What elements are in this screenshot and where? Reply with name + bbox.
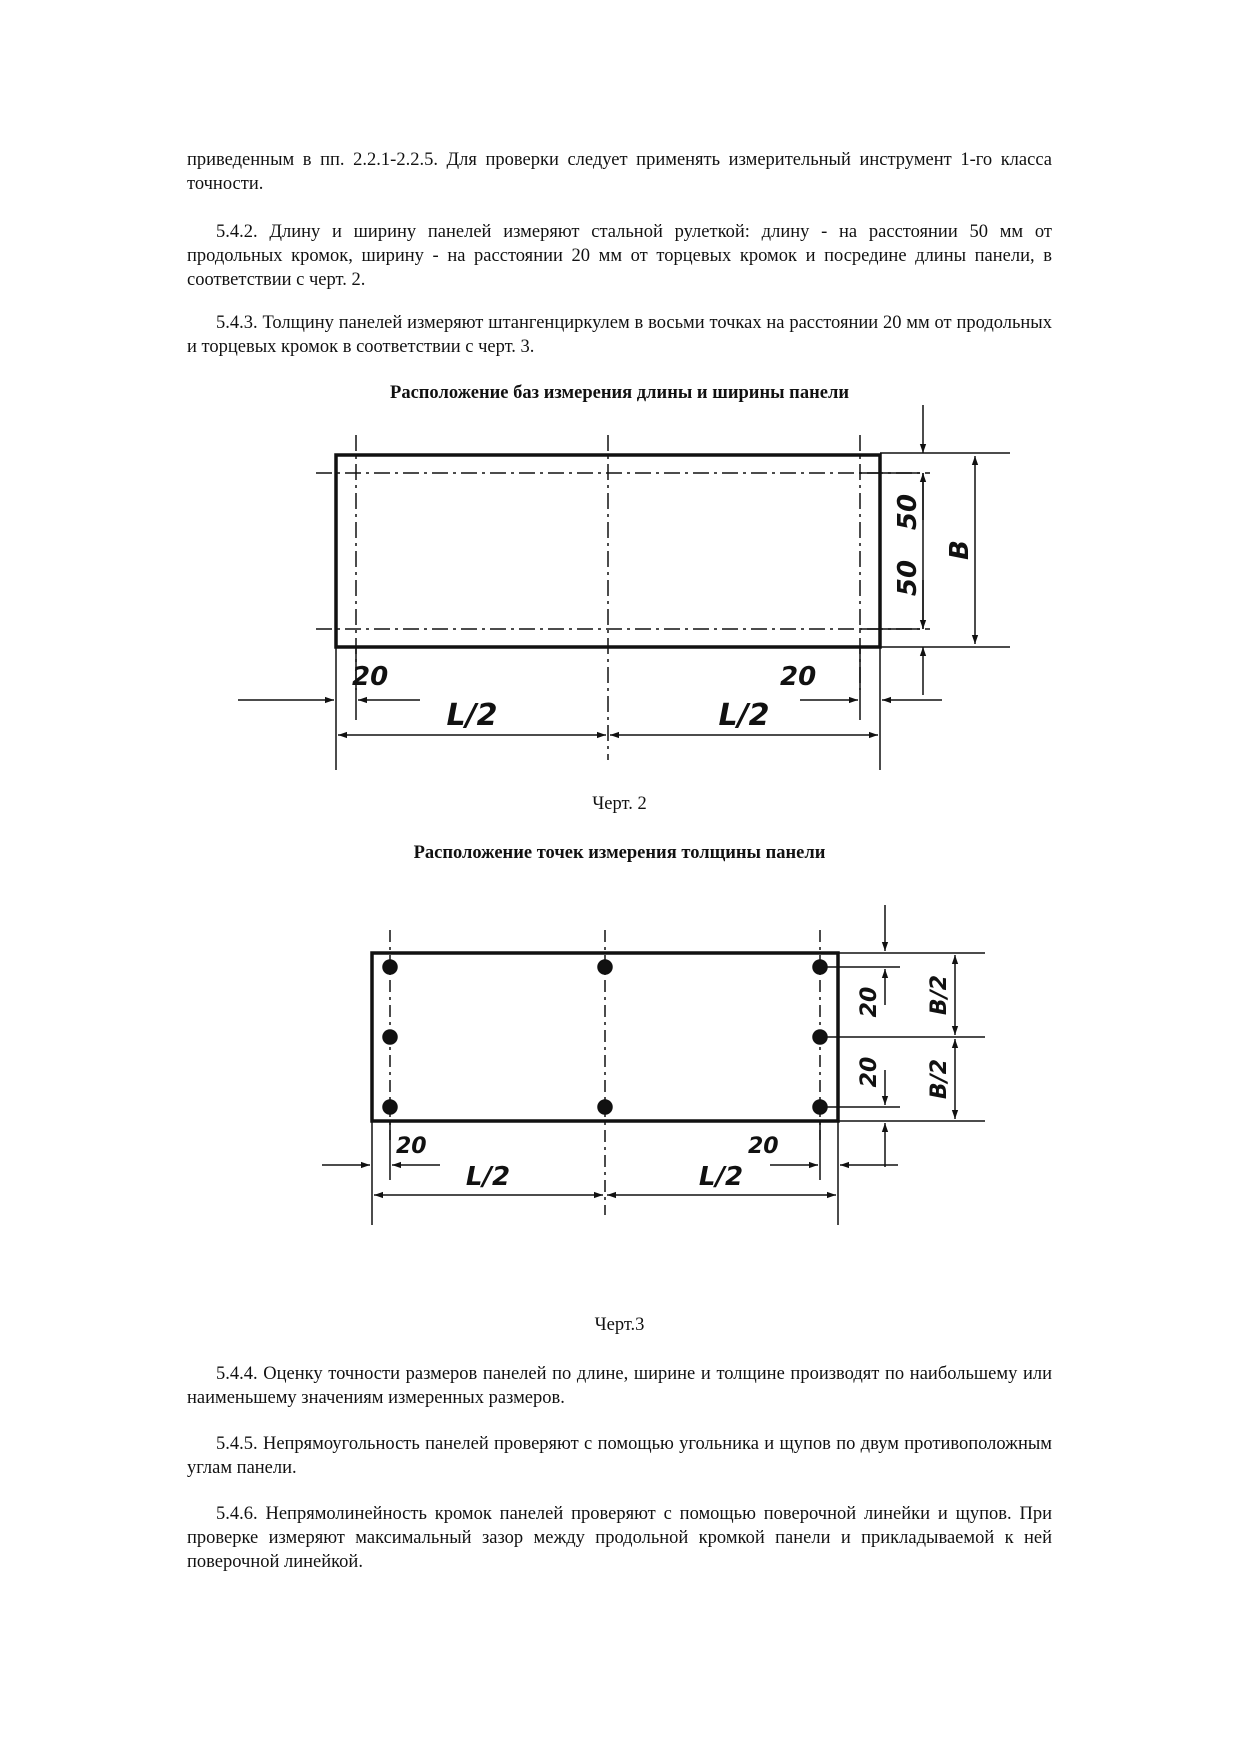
fig3-label-20-right: 20 bbox=[748, 1134, 779, 1159]
fig3-label-b2-top: B/2 bbox=[927, 974, 952, 1016]
paragraph-intro: приведенным в пп. 2.2.1-2.2.5. Для проверки следует применять измерительный инструмент 1-го класса точности. bbox=[187, 150, 1052, 194]
fig3-label-20-top: 20 bbox=[857, 986, 882, 1018]
figure3-caption: Черт.3 bbox=[594, 1315, 645, 1335]
paragraph-5-4-4: 5.4.4. Оценку точности размеров панелей по длине, ширине и толщине производят по наибольшему или наименьшему значениям измеренных размеров. bbox=[187, 1364, 1052, 1408]
fig3-label-b2-bottom: B/2 bbox=[927, 1058, 952, 1100]
fig2-label-50-bottom: 50 bbox=[893, 559, 923, 597]
figure2-heading: Расположение баз измерения длины и ширины панели bbox=[390, 383, 849, 403]
paragraph-5-4-3: 5.4.3. Толщину панелей измеряют штангенциркулем в восьми точках на расстоянии 20 мм от продольных и торцевых кромок в соответствии с черт. 3. bbox=[187, 313, 1052, 357]
fig3-label-20-bottom: 20 bbox=[857, 1056, 882, 1088]
figure2-caption: Черт. 2 bbox=[592, 794, 647, 814]
fig2-label-50-top: 50 bbox=[893, 493, 923, 531]
paragraph-5-4-5: 5.4.5. Непрямоугольность панелей проверяют с помощью угольника и щупов по двум противоположным углам панели. bbox=[187, 1434, 1052, 1478]
fig3-label-l2-right: L/2 bbox=[698, 1162, 744, 1192]
fig2-label-20-left: 20 bbox=[352, 662, 389, 692]
figure2-drawing bbox=[230, 400, 1020, 780]
fig2-label-l2-left: L/2 bbox=[446, 698, 498, 733]
fig2-label-20-right: 20 bbox=[780, 662, 817, 692]
fig2-label-b: B bbox=[945, 540, 975, 560]
fig3-label-20-left: 20 bbox=[396, 1134, 427, 1159]
fig2-label-l2-right: L/2 bbox=[718, 698, 770, 733]
figure3-drawing bbox=[300, 895, 1010, 1235]
fig3-label-l2-left: L/2 bbox=[465, 1162, 511, 1192]
paragraph-5-4-2: 5.4.2. Длину и ширину панелей измеряют стальной рулеткой: длину - на расстоянии 50 мм от продольных кромок, ширину - на расстоянии 20 мм от торцевых кромок и посредине длины панели, в соответствии с черт. 2. bbox=[187, 222, 1052, 290]
figure3-heading: Расположение точек измерения толщины панели bbox=[413, 843, 826, 863]
paragraph-5-4-6: 5.4.6. Непрямолинейность кромок панелей проверяют с помощью поверочной линейки и щупов. При проверке измеряют максимальный зазор между продольной кромкой панели и прикладываемой к ней поверочной линейкой. bbox=[187, 1504, 1052, 1572]
